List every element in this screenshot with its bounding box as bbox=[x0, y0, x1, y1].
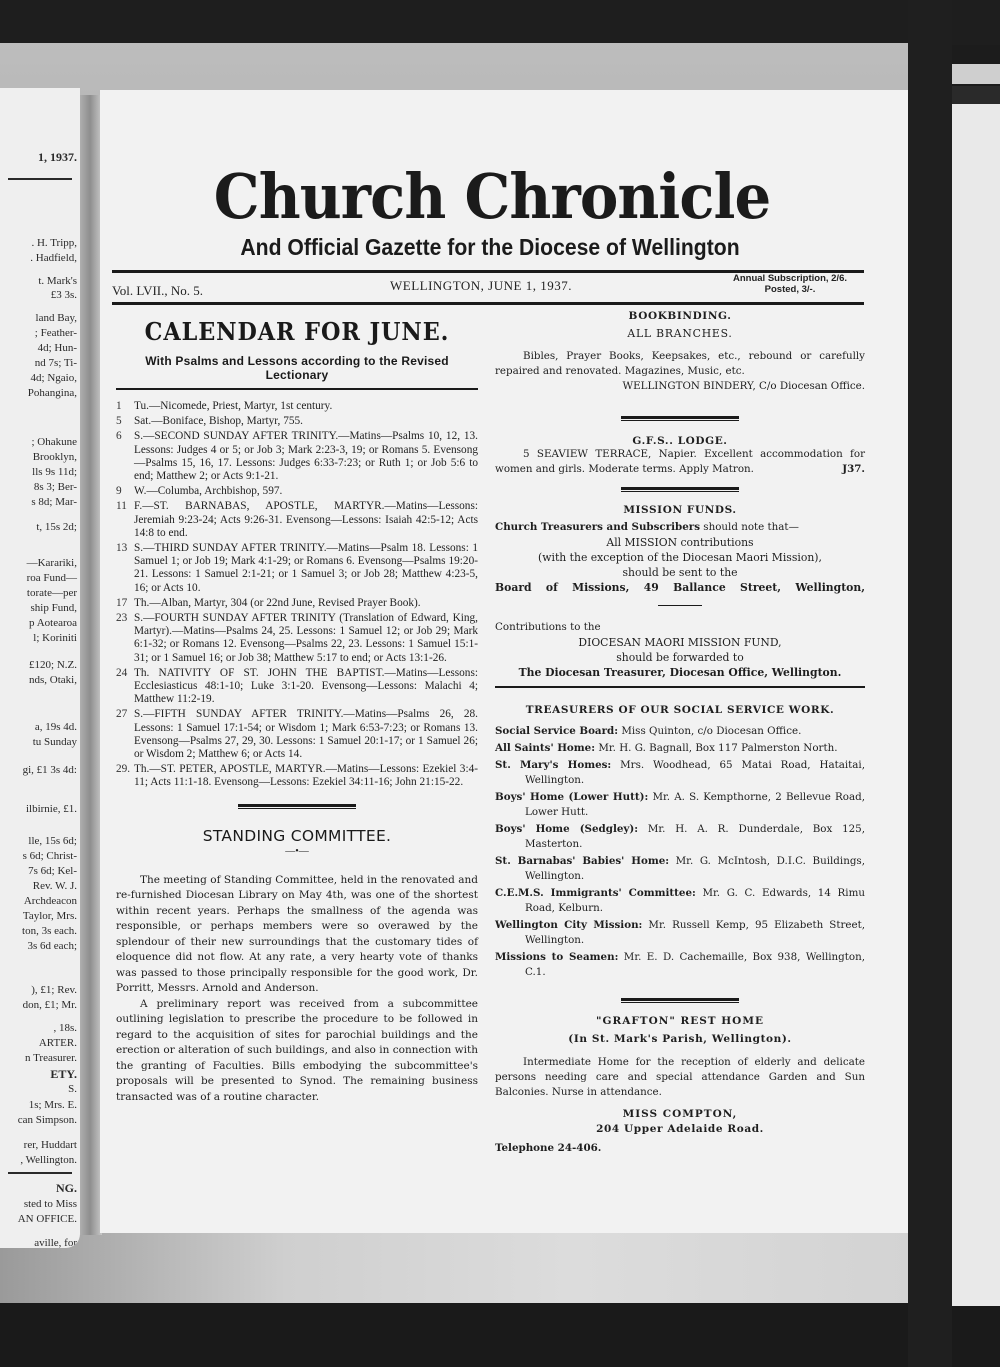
fragment-line: ilbirnie, £1. bbox=[25, 803, 77, 815]
grafton-telephone: Telephone 24-406. bbox=[495, 1142, 602, 1154]
mission-funds-line: All MISSION contributions bbox=[606, 536, 754, 549]
calendar-title: CALENDAR FOR JUNE. bbox=[144, 317, 450, 346]
fragment-line: . H. Tripp, bbox=[31, 237, 77, 249]
social-service-entry bbox=[495, 918, 865, 948]
masthead-subtitle: And Official Gazette for the Diocese of Wellington bbox=[240, 234, 740, 260]
bookbinding-body: Bibles, Prayer Books, Keepsakes, etc., rebound or carefully repaired and renovated. Magazines, Music, etc. bbox=[495, 350, 865, 377]
bookbinding-contact: WELLINGTON BINDERY, C/o Diocesan Office. bbox=[622, 380, 865, 392]
section-divider bbox=[621, 487, 739, 492]
social-service-entry bbox=[495, 886, 865, 916]
fragment-line: lle, 15s 6d; bbox=[28, 835, 77, 847]
mission-funds-addressee: Church Treasurers and Subscribers bbox=[495, 521, 701, 533]
subscription-annual: Annual Subscription, 2/6. bbox=[732, 273, 847, 284]
divider bbox=[8, 1172, 72, 1174]
fragment-line: S. bbox=[68, 1083, 77, 1095]
mission-funds-intro-text: should note that— bbox=[700, 521, 799, 533]
calendar-entry bbox=[116, 430, 478, 483]
fragment-line: rer, Huddart bbox=[23, 1139, 77, 1151]
calendar-entry bbox=[116, 400, 478, 413]
social-service-title: TREASURERS OF OUR SOCIAL SERVICE WORK. bbox=[525, 704, 835, 716]
entry-text: S.—SECOND SUNDAY AFTER TRINITY.—Matins—Psalms 10, 12, 13. Lessons: Judges 4 or 5; or Job 3; Mark 2:23-3, 19; or Romans 5. Evensong—Psalms 15, 16, 17. Lessons: Judges 6:33-7:23; or Ruth 1; or Job 5:6 to end; Matthew 2; or Acts 9:1-21. bbox=[134, 430, 478, 483]
social-service-entry bbox=[495, 724, 865, 739]
fragment-line: don, £1; Mr. bbox=[22, 999, 77, 1011]
right-column bbox=[495, 308, 865, 1156]
entry-text: F.—ST. BARNABAS, APOSTLE, MARTYR.—Matins—Lessons: Jeremiah 9:23-24; Acts 9:26-31. Evensong—Lessons: Isaiah 42:5-12; Acts 14:8 to end. bbox=[134, 500, 478, 539]
fragment-line: ; Feather- bbox=[34, 327, 77, 339]
divider bbox=[116, 388, 478, 390]
fragment-line: £3 3s. bbox=[50, 289, 77, 301]
section-divider bbox=[621, 416, 739, 421]
calendar-entry bbox=[116, 612, 478, 665]
social-service-entry bbox=[495, 822, 865, 852]
volume-number: Vol. LVII., No. 5. bbox=[112, 283, 204, 298]
fragment-line: land Bay, bbox=[35, 312, 77, 324]
ornament-divider-icon: —•— bbox=[285, 845, 309, 857]
org-name: St. Mary's Homes: bbox=[495, 759, 612, 771]
bookbinding-title: BOOKBINDING. bbox=[628, 310, 732, 322]
article-paragraph: The meeting of Standing Committee, held in the renovated and re-furnished Diocesan Library on May 4th, was one of the shortest within recent years. Perhaps the smallness of the agenda was responsible, or perhaps members were so overawed by the splendour of their new surroundings that the customary tides of eloquence did not flow. At any rate, a very hearty vote of thanks was passed to those principally responsible for the good work, Dr. Porritt, Messrs. Arnold and Anderson. bbox=[116, 873, 478, 995]
fragment-line: ARTER. bbox=[38, 1037, 77, 1049]
divider bbox=[658, 605, 702, 606]
org-contact: Mr. H. G. Bagnall, Box 117 Palmerston North. bbox=[595, 742, 838, 754]
masthead-title: Church Chronicle bbox=[213, 160, 771, 233]
fragment-line: NG. bbox=[56, 1181, 77, 1195]
fragment-line: Taylor, Mrs. bbox=[22, 910, 77, 922]
fragment-line: l; Koriniti bbox=[33, 632, 77, 644]
prev-page-date: 1, 1937. bbox=[38, 150, 77, 164]
fragment-line: ), £1; Rev. bbox=[31, 984, 77, 996]
section-divider bbox=[621, 998, 739, 1003]
fragment-line: lls 9s 11d; bbox=[32, 466, 77, 478]
fragment-line: , 18s. bbox=[53, 1022, 77, 1034]
social-service-entry bbox=[495, 758, 865, 788]
fragment-line: Archdeacon bbox=[23, 895, 77, 907]
org-contact: Miss Quinton, c/o Diocesan Office. bbox=[618, 725, 802, 737]
grafton-contact-name: MISS COMPTON, bbox=[622, 1108, 738, 1120]
fragment-line: ton, 3s each. bbox=[22, 925, 77, 937]
mission-funds-intro bbox=[495, 520, 865, 535]
org-name: All Saints' Home: bbox=[495, 742, 596, 754]
fragment-line: 4d; Hun- bbox=[37, 342, 77, 354]
org-name: Missions to Seamen: bbox=[495, 951, 619, 963]
calendar-entry bbox=[116, 542, 478, 595]
scan-background-lower bbox=[0, 1232, 950, 1304]
entry-day: 11 bbox=[116, 500, 127, 513]
film-frame-divider bbox=[908, 0, 952, 1367]
standing-committee-article bbox=[116, 873, 478, 1106]
next-page-edge bbox=[952, 86, 1000, 1306]
fragment-line: sted to Miss bbox=[23, 1198, 77, 1210]
left-column bbox=[116, 316, 478, 1105]
social-service-list bbox=[495, 724, 865, 980]
entry-text: Th.—Alban, Martyr, 304 (or 22nd June, Revised Prayer Book). bbox=[134, 596, 421, 609]
org-name: Social Service Board: bbox=[495, 725, 619, 737]
org-contact: Mr. G. McIntosh, D.I.C. Buildings, Wellington. bbox=[525, 855, 865, 882]
social-service-entry bbox=[495, 741, 865, 756]
fragment-line: ship Fund, bbox=[30, 602, 77, 614]
entry-text: Tu.—Nicomede, Priest, Martyr, 1st century. bbox=[134, 400, 333, 412]
org-contact: Mrs. Woodhead, 65 Matai Road, Hataitai, Wellington. bbox=[525, 759, 865, 786]
diocesan-treasurer-address: The Diocesan Treasurer, Diocesan Office, Wellington. bbox=[518, 666, 842, 679]
section-divider bbox=[495, 686, 865, 688]
mission-funds-address: Board of Missions, 49 Ballance Street, Wellington, bbox=[495, 581, 865, 594]
gfs-lodge-code: J37. bbox=[842, 463, 865, 475]
org-contact: Mr. Russell Kemp, 95 Elizabeth Street, Wellington. bbox=[525, 919, 865, 946]
fragment-line: 4d; Ngaio, bbox=[30, 372, 77, 384]
fragment-line: nds, Otaki, bbox=[29, 674, 77, 686]
fragment-line: ; Ohakune bbox=[31, 436, 77, 448]
fragment-line: , Wellington. bbox=[20, 1154, 77, 1166]
bookbinding-subtitle: ALL BRANCHES. bbox=[627, 327, 733, 340]
org-name: Wellington City Mission: bbox=[495, 919, 643, 931]
entry-text: S.—FOURTH SUNDAY AFTER TRINITY (Translation of Edward, King, Martyr).—Matins—Psalms 24, 25. Lessons: 1 Samuel 12; or Job 29; Mark 6:1-32; or Romans 12. Evensong—Psalms 22, 23. Lessons: 1 Samuel 15:1-31; or 1 Samuel 16; or Job 38; Matthew 5:17 to end; or Acts 13:1-26. bbox=[134, 612, 478, 664]
previous-page-fragment bbox=[0, 88, 80, 1248]
fragment-line: 1s; Mrs. E. bbox=[28, 1099, 77, 1111]
calendar-entry bbox=[116, 708, 478, 761]
divider bbox=[8, 178, 72, 180]
mission-funds-line: (with the exception of the Diocesan Maori Mission), bbox=[538, 551, 822, 564]
org-name: St. Barnabas' Babies' Home: bbox=[495, 855, 670, 867]
entry-day: 6 bbox=[116, 430, 122, 443]
calendar-entry bbox=[116, 597, 478, 610]
maori-mission-fund: DIOCESAN MAORI MISSION FUND, bbox=[578, 636, 782, 649]
fragment-line: ETY. bbox=[50, 1067, 77, 1081]
masthead-rule-bottom bbox=[112, 302, 864, 305]
fragment-line: a, 19s 4d. bbox=[34, 721, 77, 733]
fragment-line: n Treasurer. bbox=[25, 1052, 77, 1064]
article-paragraph: A preliminary report was received from a subcommittee outlining legislation to prescribe the procedure to be followed in regard to the acquisition of sites for parochial buildings and the erection or alteration of such buildings, and also in connection with the granting of Faculties. Bills embodying the subcommittee's proposals will be presented to Synod. The remaining business transacted was of a routine character. bbox=[116, 997, 478, 1103]
fragment-line: —Karariki, bbox=[26, 557, 77, 569]
entry-day: 17 bbox=[116, 596, 128, 609]
fragment-line: Rev. W. J. bbox=[32, 880, 77, 892]
fragment-line: 7s 6d; Kel- bbox=[28, 865, 77, 877]
page-gutter-shadow bbox=[78, 95, 102, 1235]
fragment-line: torate—per bbox=[26, 587, 77, 599]
subscription-info bbox=[720, 273, 860, 295]
fragment-line: nd 7s; Ti- bbox=[34, 357, 77, 369]
film-border-bottom bbox=[0, 1303, 1000, 1367]
calendar-entry bbox=[116, 415, 478, 428]
fragment-line: aville, for bbox=[34, 1237, 77, 1248]
entry-day: 27 bbox=[116, 708, 128, 721]
org-name: Boys' Home (Sedgley): bbox=[495, 823, 639, 835]
calendar-entry bbox=[116, 485, 478, 498]
fragment-line: Brooklyn, bbox=[32, 451, 77, 463]
entry-day: 13 bbox=[116, 542, 128, 555]
org-contact: Mr. A. S. Kempthorne, 2 Bellevue Road, Lower Hutt. bbox=[525, 791, 865, 818]
entry-day: 5 bbox=[116, 415, 122, 428]
mission-funds-line: Contributions to the bbox=[495, 621, 601, 633]
grafton-title: "GRAFTON" REST HOME bbox=[596, 1015, 764, 1027]
fragment-line: p Aotearoa bbox=[29, 617, 77, 629]
fragment-line: £120; N.Z. bbox=[29, 659, 77, 671]
gfs-lodge-body: 5 SEAVIEW TERRACE, Napier. Excellent accommodation for women and girls. Moderate terms. Apply Matron. bbox=[495, 448, 865, 475]
calendar-subtitle: With Psalms and Lessons according to the Revised Lectionary bbox=[145, 354, 449, 382]
fragment-line: s 6d; Christ- bbox=[22, 850, 77, 862]
gfs-lodge-title: G.F.S.. LODGE. bbox=[632, 435, 728, 447]
social-service-entry bbox=[495, 950, 865, 980]
standing-committee-title: STANDING COMMITTEE. bbox=[202, 826, 392, 845]
entry-text: S.—FIFTH SUNDAY AFTER TRINITY.—Matins—Psalms 26, 28. Lessons: 1 Samuel 17:1-54; or Wisdom 1; Mark 6:53-7:23; or Romans 13. Evensong—Psalms 27, 29, 30. Lessons: 1 Samuel 20:1-17; or 1 Samuel 26; or Wisdom 2; Matthew 6; or Acts 14. bbox=[134, 708, 478, 761]
grafton-body: Intermediate Home for the reception of elderly and delicate persons needing care and special attendance Garden and Sun Balconies. Nurse in attendance. bbox=[495, 1056, 865, 1098]
org-name: Boys' Home (Lower Hutt): bbox=[495, 791, 649, 803]
fragment-line: can Simpson. bbox=[17, 1114, 77, 1126]
calendar-entry bbox=[116, 500, 478, 540]
org-contact: Mr. G. C. Edwards, 14 Rimu Road, Kelburn. bbox=[525, 887, 865, 914]
section-divider bbox=[238, 804, 356, 809]
entry-day: 24 bbox=[116, 666, 128, 679]
fragment-line: tu Sunday bbox=[32, 736, 77, 748]
grafton-contact-address: 204 Upper Adelaide Road. bbox=[596, 1123, 764, 1135]
entry-day: 1 bbox=[116, 400, 122, 412]
issue-date: WELLINGTON, JUNE 1, 1937. bbox=[390, 278, 572, 293]
calendar-entry bbox=[116, 763, 478, 789]
org-contact: Mr. E. D. Cachemaille, Box 938, Wellington, C.1. bbox=[525, 951, 866, 978]
grafton-subtitle: (In St. Mark's Parish, Wellington). bbox=[568, 1033, 792, 1045]
entry-text: W.—Columba, Archbishop, 597. bbox=[134, 485, 283, 498]
social-service-entry bbox=[495, 854, 865, 884]
calendar-list bbox=[116, 400, 478, 790]
entry-text: Sat.—Boniface, Bishop, Martyr, 755. bbox=[134, 415, 303, 428]
entry-day: 9 bbox=[116, 485, 122, 498]
fragment-line: gi, £1 3s 4d: bbox=[22, 764, 77, 776]
calendar-entry bbox=[116, 667, 478, 707]
mission-funds-line: should be sent to the bbox=[622, 566, 738, 579]
entry-text: S.—THIRD SUNDAY AFTER TRINITY.—Matins—Psalm 18. Lessons: 1 Samuel 1; or Job 19; Mark 4:1-29; or Romans 6. Evensong—Psalms 19:20-21. Lessons: 1 Samuel 2:1-21; or 1 Samuel 3; or Job 28; Matthew 4:23-5, 16; or Acts 10. bbox=[134, 542, 478, 594]
fragment-line: roa Fund— bbox=[26, 572, 77, 584]
fragment-line: 8s 3; Ber- bbox=[33, 481, 77, 493]
subscription-posted: Posted, 3/-. bbox=[764, 284, 816, 295]
fragment-line: s 8d; Mar- bbox=[31, 496, 77, 508]
fragment-line: . Hadfield, bbox=[30, 252, 77, 264]
newspaper-page bbox=[100, 90, 908, 1233]
org-name: C.E.M.S. Immigrants' Committee: bbox=[495, 887, 696, 899]
mission-funds-title: MISSION FUNDS. bbox=[623, 504, 737, 516]
entry-text: Th.—ST. PETER, APOSTLE, MARTYR.—Matins—Lessons: Ezekiel 3:4-11; Acts 11:1-18. Evensong—Lessons: Ezekiel 34:11-16; John 21:15-22. bbox=[134, 763, 478, 789]
org-contact: Mr. H. A. R. Dunderdale, Box 125, Masterton. bbox=[525, 823, 866, 850]
social-service-entry bbox=[495, 790, 865, 820]
fragment-line: t. Mark's bbox=[38, 275, 77, 287]
entry-day: 23 bbox=[116, 612, 128, 625]
entry-day: 29. bbox=[116, 763, 131, 776]
fragment-line: Pohangina, bbox=[27, 387, 77, 399]
mission-funds-line: should be forwarded to bbox=[616, 651, 744, 664]
entry-text: Th. NATIVITY OF ST. JOHN THE BAPTIST.—Matins—Lessons: Ecclesiasticus 48:1-10; Luke 3:1-20. Evensong—Lessons: Malachi 4; Matthew 11:2-19. bbox=[134, 666, 478, 706]
fragment-line: AN OFFICE. bbox=[17, 1213, 77, 1225]
film-border-top bbox=[0, 0, 1000, 45]
fragment-line: 3s 6d each; bbox=[27, 940, 77, 952]
fragment-line: t, 15s 2d; bbox=[36, 521, 77, 533]
